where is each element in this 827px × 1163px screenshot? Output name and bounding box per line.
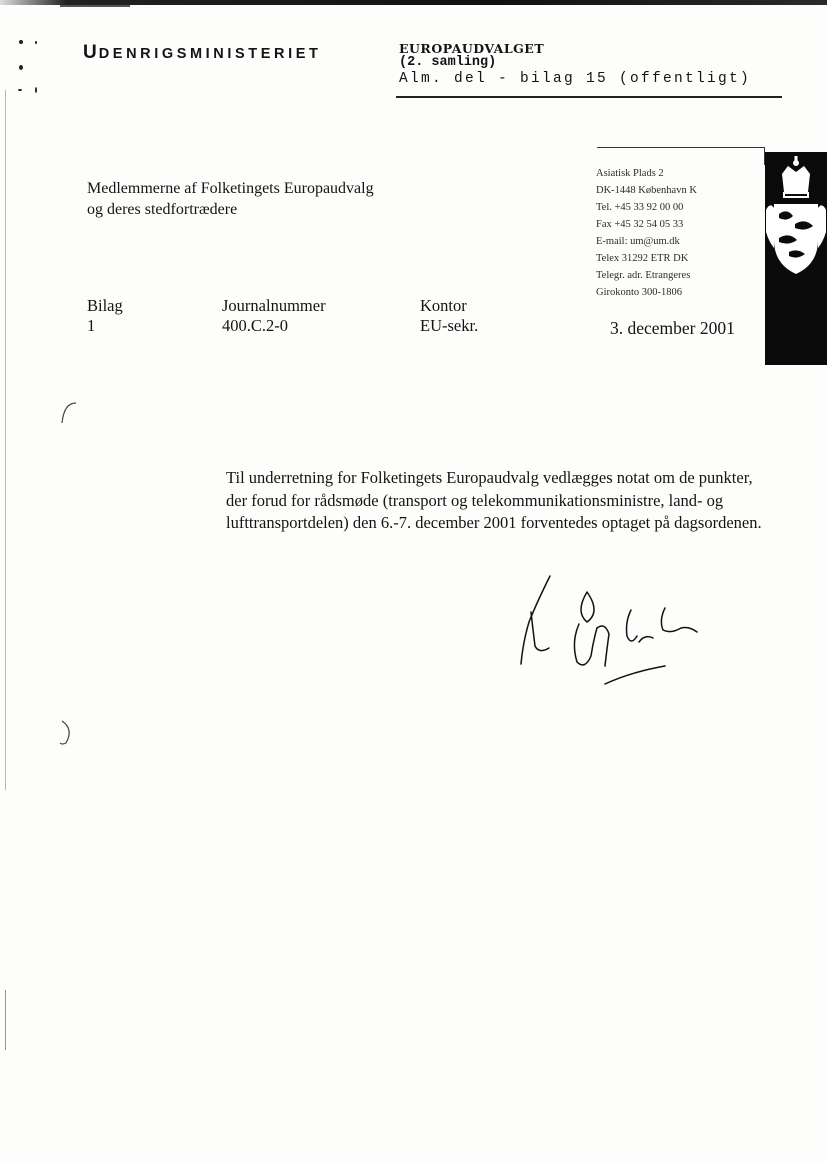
body-paragraph: Til underretning for Folketingets Europaudvalg vedlægges notat om de punkter, der forud for rådsmøde (transport og telekommunikationsministre, land- og lufttransportdelen) den 6.-7. december 2001 forventedes optaget på dagsordenen. [226,468,762,532]
ministry-name [83,42,321,64]
signature-icon [505,572,745,692]
address-line: DK-1448 København K [596,185,697,196]
scan-edge-left [5,90,6,790]
committee-reference: Alm. del - bilag 15 (offentligt) [399,71,752,87]
letter-date: 3. december 2001 [610,318,735,338]
punch-mark [35,41,37,44]
recipient-block [87,178,374,220]
address-block [596,165,697,301]
margin-mark [58,397,82,427]
address-line: Girokonto 300-1806 [596,287,683,298]
ministry-rest: DENRIGSMINISTERIET [98,46,322,62]
reference-underline [396,96,782,98]
punch-mark [19,40,23,44]
scan-speck [60,5,130,7]
address-line: Tel. +45 33 92 00 00 [596,202,684,213]
kontor-value: EU-sekr. [420,316,479,335]
coat-of-arms-icon [765,152,827,365]
address-line: E-mail: um@um.dk [596,236,680,247]
kontor-label: Kontor [420,296,467,315]
address-line: Telegr. adr. Etrangeres [596,270,691,281]
ministry-initial: U [83,42,99,63]
address-line: Asiatisk Plads 2 [596,168,664,179]
journal-value: 400.C.2-0 [222,316,288,335]
margin-mark [56,717,80,747]
punch-mark [35,87,37,93]
punch-mark [18,89,22,91]
punch-mark [19,65,23,70]
address-line: Fax +45 32 54 05 33 [596,219,684,230]
scan-edge-left-lower [5,990,6,1050]
committee-session: (2. samling) [399,55,497,70]
recipient-line: Medlemmerne af Folketingets Europaudvalg [87,180,374,197]
address-line: Telex 31292 ETR DK [596,253,689,264]
recipient-line: og deres stedfortrædere [87,201,238,218]
bilag-label: Bilag [87,296,123,315]
crest-bar [765,152,827,365]
committee-stamp [399,42,751,86]
journal-label: Journalnummer [222,296,326,315]
bilag-value: 1 [87,316,96,335]
committee-title: EUROPAUDVALGET [399,41,545,56]
address-rule [597,147,764,148]
